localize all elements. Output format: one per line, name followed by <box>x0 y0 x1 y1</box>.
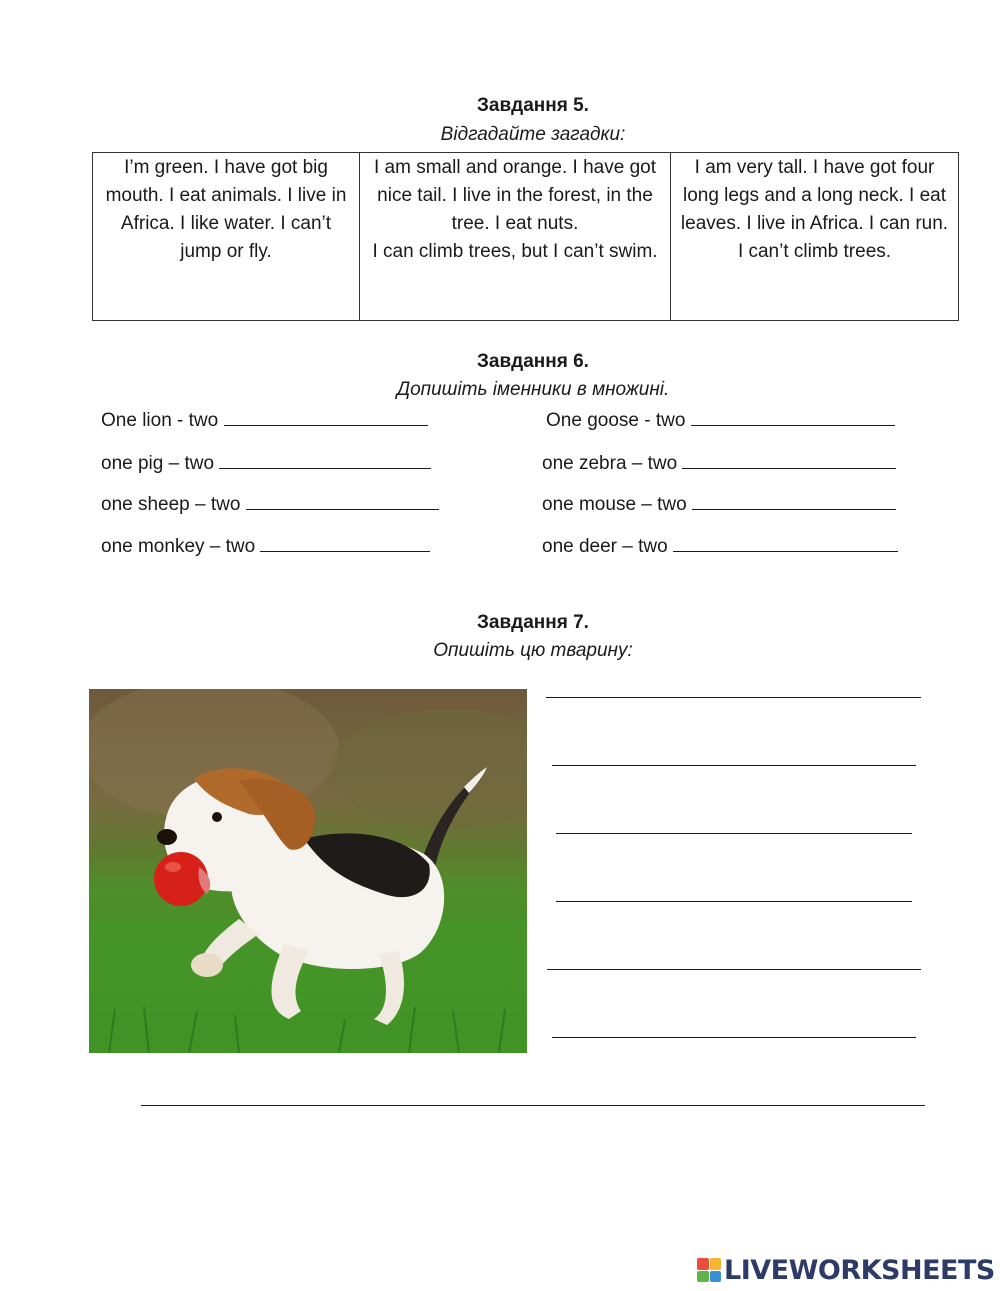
description-line-5[interactable] <box>547 969 921 970</box>
riddle-cell-1 <box>93 153 360 321</box>
brand-name: LIVEWORKSHEETS <box>724 1254 995 1286</box>
task6-subtitle: Допишіть іменники в множині. <box>396 379 670 400</box>
riddle-cell-2 <box>360 153 671 321</box>
plural-label: One lion - two <box>101 410 219 431</box>
riddle-text-2: I am small and orange. I have got nice tail. I live in the forest, in the tree. I eat nuts. I can climb trees, but I can’t swim. <box>372 157 658 262</box>
plural-row-right-4 <box>542 533 898 558</box>
answer-blank[interactable] <box>260 533 430 552</box>
plural-row-left-1 <box>101 407 428 432</box>
plural-label: one pig – two <box>101 453 215 474</box>
description-line-6[interactable] <box>552 1037 916 1038</box>
answer-blank[interactable] <box>682 450 896 469</box>
riddle-cell-3 <box>671 153 959 321</box>
dog-photo <box>89 689 527 1053</box>
answer-blank[interactable] <box>673 533 898 552</box>
answer-blank[interactable] <box>692 491 896 510</box>
plural-label: one mouse – two <box>542 494 687 515</box>
description-line-7[interactable] <box>141 1105 925 1106</box>
description-line-3[interactable] <box>556 833 912 834</box>
description-line-2[interactable] <box>552 765 916 766</box>
liveworksheets-logo <box>697 1253 995 1287</box>
task5-subtitle: Відгадайте загадки: <box>440 124 626 145</box>
answer-blank[interactable] <box>224 407 428 426</box>
plural-row-left-2 <box>101 450 431 475</box>
riddle-text-1: I’m green. I have got big mouth. I eat animals. I live in Africa. I like water. I can’t jump or fly. <box>105 157 347 262</box>
plural-row-right-1 <box>546 407 895 432</box>
task7-title: Завдання 7. <box>477 612 589 633</box>
task6-title: Завдання 6. <box>477 351 589 372</box>
plural-label: one sheep – two <box>101 494 241 515</box>
answer-blank[interactable] <box>219 450 431 469</box>
riddle-text-3: I am very tall. I have got four long legs and a long neck. I eat leaves. I live in Africa. I can run. I can’t climb trees. <box>680 157 949 262</box>
plural-row-right-2 <box>542 450 896 475</box>
plural-row-right-3 <box>542 491 896 516</box>
plural-label: one deer – two <box>542 536 668 557</box>
answer-blank[interactable] <box>246 491 439 510</box>
description-line-1[interactable] <box>546 697 921 698</box>
plural-row-left-3 <box>101 491 439 516</box>
plural-label: one monkey – two <box>101 536 256 557</box>
description-line-4[interactable] <box>556 901 912 902</box>
plural-label: one zebra – two <box>542 453 678 474</box>
answer-blank[interactable] <box>691 407 895 426</box>
plural-row-left-4 <box>101 533 430 558</box>
task7-subtitle: Опишіть цю тварину: <box>433 640 633 661</box>
riddles-table <box>92 152 959 321</box>
plural-label: One goose - two <box>546 410 686 431</box>
logo-icon <box>697 1258 721 1282</box>
task5-title: Завдання 5. <box>477 95 589 116</box>
